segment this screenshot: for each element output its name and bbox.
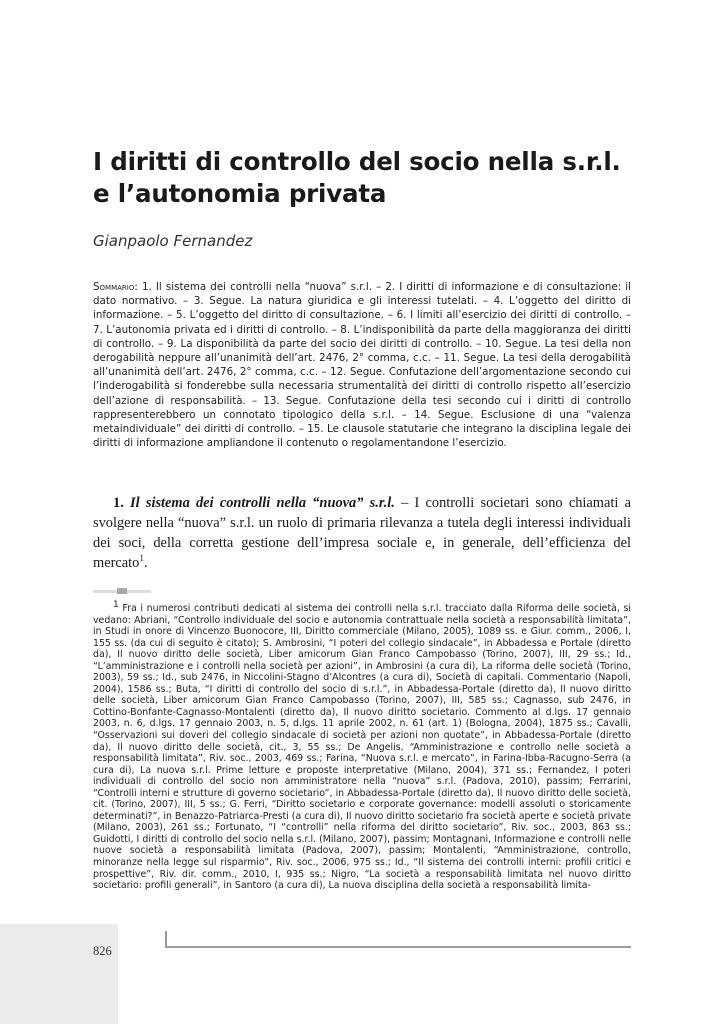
title-line-2: e l’autonomia privata (93, 179, 387, 208)
page-corner-block (0, 924, 118, 1024)
section-1-number: 1. (113, 495, 124, 511)
article-title (93, 146, 653, 210)
section-1-title: Il sistema dei controlli nella “nuova” s.r.l. (130, 495, 395, 511)
summary-label: Sommario (93, 281, 135, 293)
footer-rule-vertical (165, 931, 167, 947)
author-name: Gianpaolo Fernandez (93, 232, 253, 250)
section-1-body: – I controlli societari sono chiamati a svolgere nella “nuova” s.r.l. un ruolo di primaria rilevanza a tutela degli interessi individuali dei soci, della corretta gestione dell’impresa sociale e, in generale, dell’efficienza del mercato (93, 495, 631, 571)
page-number: 826 (93, 944, 112, 958)
footnote-reference[interactable]: 1 (139, 553, 144, 564)
title-line-1: I diritti di controllo del socio nella s.r.l. (93, 147, 621, 176)
footnote-marker: 1 (113, 599, 119, 610)
section-1-end: . (143, 555, 148, 571)
separator-segment-center (117, 588, 127, 594)
footnote-text: Fra i numerosi contributi dedicati al sistema dei controlli nella s.r.l. tracciato dalla Riforma delle società, si vedano: Abriani, “Controllo individuale del socio e autonomia contrattuale nella società a responsabilità limitata”, in Studi in onore di Vincenzo Buonocore, III, Diritto commerciale (Milano, 2005), 1089 ss. e Giur. comm., 2006, I, 155 ss. (da cui di seguito è citato); S. Ambrosini, “I poteri del collegio sindacale”, in Abbadessa e Portale (diretto da), Il nuovo diritto delle società, Liber amicorum Gian Franco Campobasso (Torino, 2007), III, 29 ss.; Id., “L’amministrazione e i controlli nella società per azioni”, in Ambrosini (a cura di), La riforma delle società (Torino, 2003), 59 ss.; Id., sub 2476, in Niccolini-Stagno d’Alcontres (a cura di), Società di capitali. Commentario (Napoli, 2004), 1586 ss.; Buta, “I diritti di controllo del socio di s.r.l.”, in Abbadessa-Portale (diretto da), Il nuovo diritto delle società, Liber amicorum Gian Franco Campobasso (Torino, 2007), III, 585 ss.; Cagnasso, sub 2476, in Cottino-Bonfante-Cagnasso-Montalenti (diretto da), Il nuovo diritto societario. Commento al d.lgs. 17 gennaio 2003, n. 6, d.lgs. 17 gennaio 2003, n. 5, d.lgs. 11 aprile 2002, n. 61 (art. 1) (Bologna, 2004), 1875 ss.; Cavalli, “Osservazioni sui doveri del collegio sindacale di società per azioni non quotate”, in Abbadessa-Portale (diretto da), Il nuovo diritto delle società, cit., 3, 55 ss.; De Angelis, “Amministrazione e controllo nelle società a responsabilità limitata”, Riv. soc., 2003, 469 ss.; Farina, “Nuova s.r.l. e mercato”, in Farina-Ibba-Racugno-Serra (a cura di), La nuova s.r.l. Prime letture e proposte interpretative (Milano, 2004), 371 ss.; Fernandez, I poteri individuali di controllo del socio non amministratore nella “nuova” s.r.l. (Padova, 2010), passim; Ferrarini, “Controlli interni e strutture di governo societario”, in Abbadessa-Portale (diretto da), Il nuovo diritto delle società, cit. (Torino, 2007), III, 5 ss.; G. Ferri, “Diritto societario e corporate governance: modelli assoluti o storicamente determinati?”, in Benazzo-Patriarca-Presti (a cura di), Il nuovo diritto societario fra società aperte e società private (Milano, 2003), 261 ss.; Fortunato, “I “controlli” nella riforma del diritto societario”, Riv. soc., 2003, 863 ss.; Guidotti, I diritti di controllo del socio nella s.r.l. (Milano, 2007), passim; Montagnani, Informazione e controlli nelle nuove società a responsabilità limitata (Padova, 2007), passim; Montalenti, “Amministrazione, controllo, minoranze nella legge sul risparmio”, Riv. soc., 2006, 975 ss.; Id., “Il sistema dei controlli interni: profili critici e prospettive”, Riv. dir. comm., 2010, I, 935 ss.; Nigro, “La società a responsabilità limitata nel nuovo diritto societario: profili generali”, in Santoro (a cura di), La nuova disciplina della società a responsabilità limita- (93, 603, 632, 892)
section-1-paragraph (93, 493, 631, 573)
separator-segment-right (127, 590, 151, 593)
summary-text: : 1. Il sistema dei controlli nella “nuova” s.r.l. – 2. I diritti di informazione e di consultazione: il dato normativo. – 3. Segue. La natura giuridica e gli interessi tutelati. – 4. L’oggetto del diritto di informazione. – 5. L’oggetto del diritto di consultazione. – 6. I limiti all’esercizio dei diritti di controllo. – 7. L’autonomia privata ed i diritti di controllo. – 8. L’indisponibilità da parte della maggioranza dei diritti di controllo. – 9. La disponibilità da parte del socio dei diritti di controllo. – 10. Segue. La tesi della non derogabilità neppure all’unanimità dell’art. 2476, 2° comma, c.c. – 11. Segue. La tesi della derogabilità all’unanimità dell’art. 2476, 2° comma, c.c. – 12. Segue. Confutazione dell’argomentazione secondo cui l’inderogabilità si fonderebbe sulla necessaria strumentalità dei diritti di controllo rispetto all’esercizio dell’azione di responsabilità. – 13. Segue. Confutazione della tesi secondo cui i diritti di controllo rappresenterebbero un connotato tipologico della s.r.l. – 14. Segue. Esclusione di una “valenza metaindividuale” dei diritti di controllo. – 15. Le clausole statutarie che integrano la disciplina legale dei diritti di informazione ampliandone il contenuto o regolamentandone l’esercizio. (93, 281, 631, 450)
footnote-1 (93, 599, 632, 892)
summary-block (93, 280, 631, 450)
footer-rule-horizontal (165, 946, 631, 948)
separator-segment-left (93, 590, 117, 593)
section-1-heading (113, 495, 395, 511)
footnote-separator (93, 588, 151, 594)
